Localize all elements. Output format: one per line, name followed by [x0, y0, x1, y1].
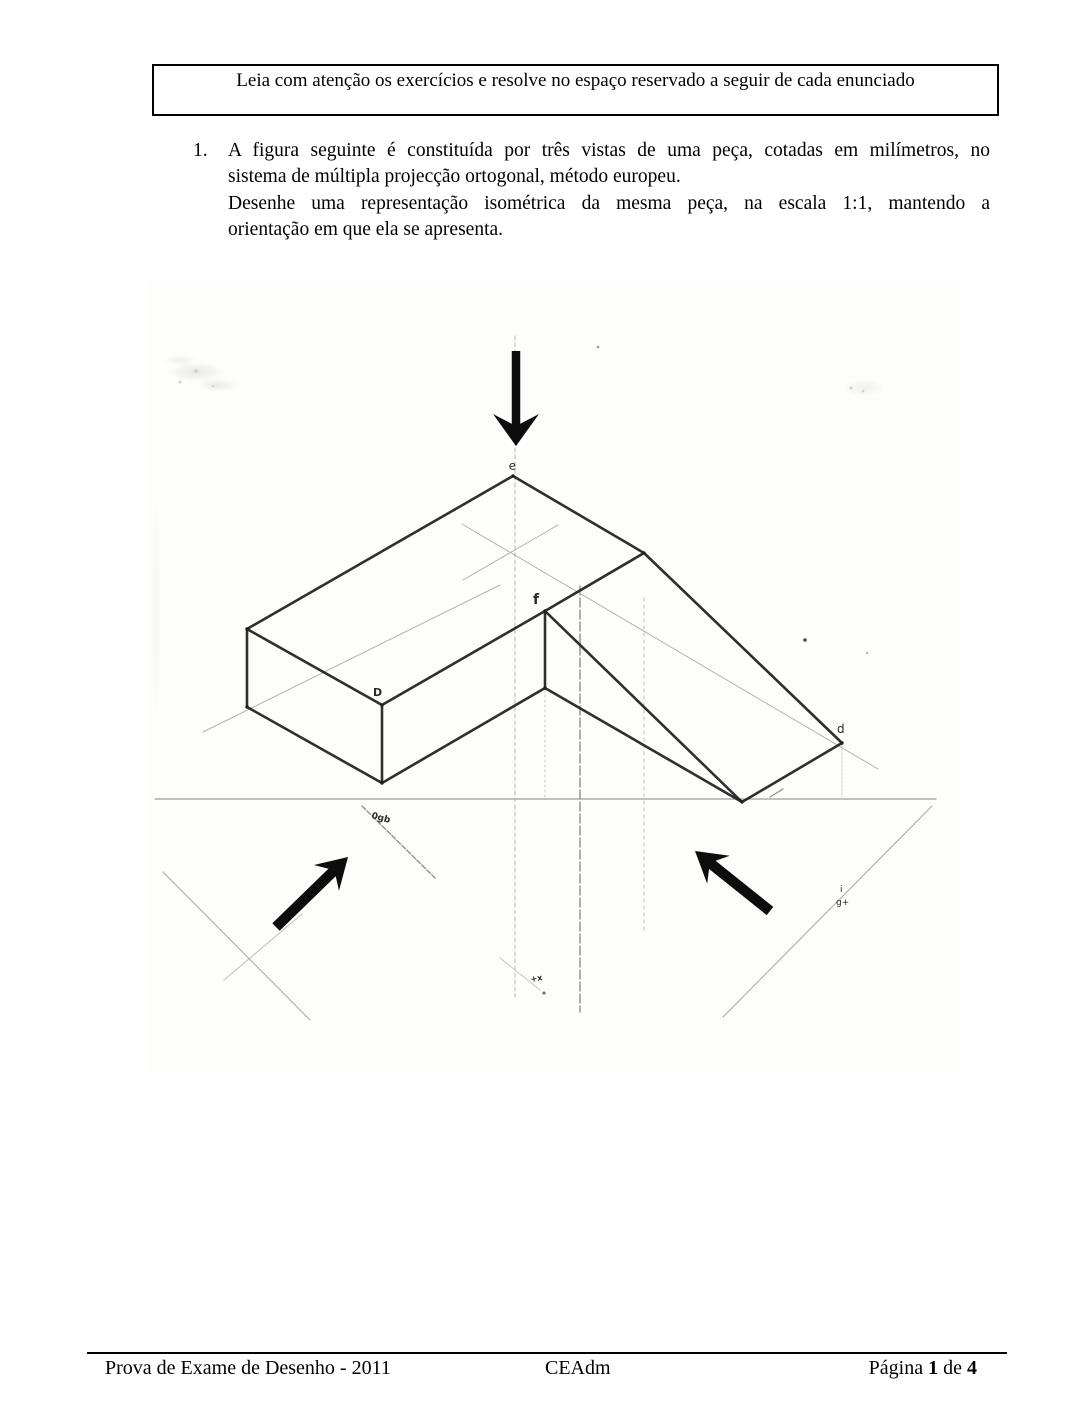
scan-speck	[543, 992, 546, 995]
vertex-dot	[740, 800, 743, 803]
footer-page-number: 1	[928, 1357, 939, 1379]
figure-label: e	[508, 458, 517, 473]
exercise-line-4: orientação em que ela se apresenta.	[228, 218, 504, 240]
construction-line	[723, 806, 932, 1017]
scan-speck	[862, 390, 865, 393]
scan-speck	[866, 652, 868, 654]
construction-line	[224, 914, 302, 980]
figure-label: d	[837, 722, 845, 736]
footer-page-label: Página	[868, 1357, 929, 1379]
figure-label: f	[533, 592, 540, 608]
vertex-dot	[543, 609, 546, 612]
solid-edge	[247, 707, 382, 783]
view-arrow-front-shaft	[276, 870, 334, 927]
vertex-dot	[642, 551, 645, 554]
figure-label: i	[840, 885, 843, 895]
figure-label: +x	[529, 973, 544, 984]
solid-edge	[513, 476, 644, 553]
footer-page-total: 4	[967, 1357, 977, 1379]
vertex-dot	[380, 703, 383, 706]
solid-edge	[382, 611, 545, 705]
exercise-line-3: Desenhe uma representação isométrica da mesma peça, na escala 1:1, mantendo a	[228, 192, 990, 214]
construction-line	[770, 789, 783, 797]
scan-speck	[179, 381, 182, 384]
footer-exam-title: Prova de Exame de Desenho - 2011	[105, 1357, 391, 1379]
scan-speck	[849, 386, 852, 389]
vertex-dot	[245, 705, 248, 708]
scan-speck	[194, 369, 198, 373]
figure-label: 0gb	[370, 811, 392, 826]
figure-label: D	[373, 686, 383, 699]
vertex-dot	[543, 686, 546, 689]
scan-speck	[597, 346, 600, 349]
exercise-number: 1.	[193, 140, 208, 161]
vertex-dot	[380, 781, 383, 784]
instruction-text: Leia com atenção os exercícios e resolve no espaço reservado a seguir de cada enunciado	[236, 70, 915, 91]
solid-edge	[382, 688, 545, 783]
vertex-dot	[511, 474, 514, 477]
figure-label: g+	[836, 898, 850, 908]
solid-edge	[247, 629, 382, 705]
footer-page-indicator	[869, 1357, 977, 1380]
solid-edge	[742, 743, 842, 802]
footer-course-code: CEAdm	[545, 1357, 611, 1379]
solid-edge	[644, 553, 842, 743]
scan-speck	[212, 385, 215, 388]
exercise-line-1: A figura seguinte é constituída por três vistas de uma peça, cotadas em milímetros, no	[228, 140, 990, 161]
solid-edge	[247, 476, 513, 629]
scan-speck	[803, 638, 807, 642]
view-arrow-side-shaft	[710, 863, 770, 911]
construction-line	[163, 872, 310, 1020]
vertex-dot	[245, 627, 248, 630]
exercise-line-2: sistema de múltipla projecção ortogonal, método europeu.	[228, 166, 681, 188]
footer-rule	[87, 1352, 1007, 1354]
vertex-dot	[840, 741, 843, 744]
footer-page-separator: de	[938, 1357, 967, 1379]
